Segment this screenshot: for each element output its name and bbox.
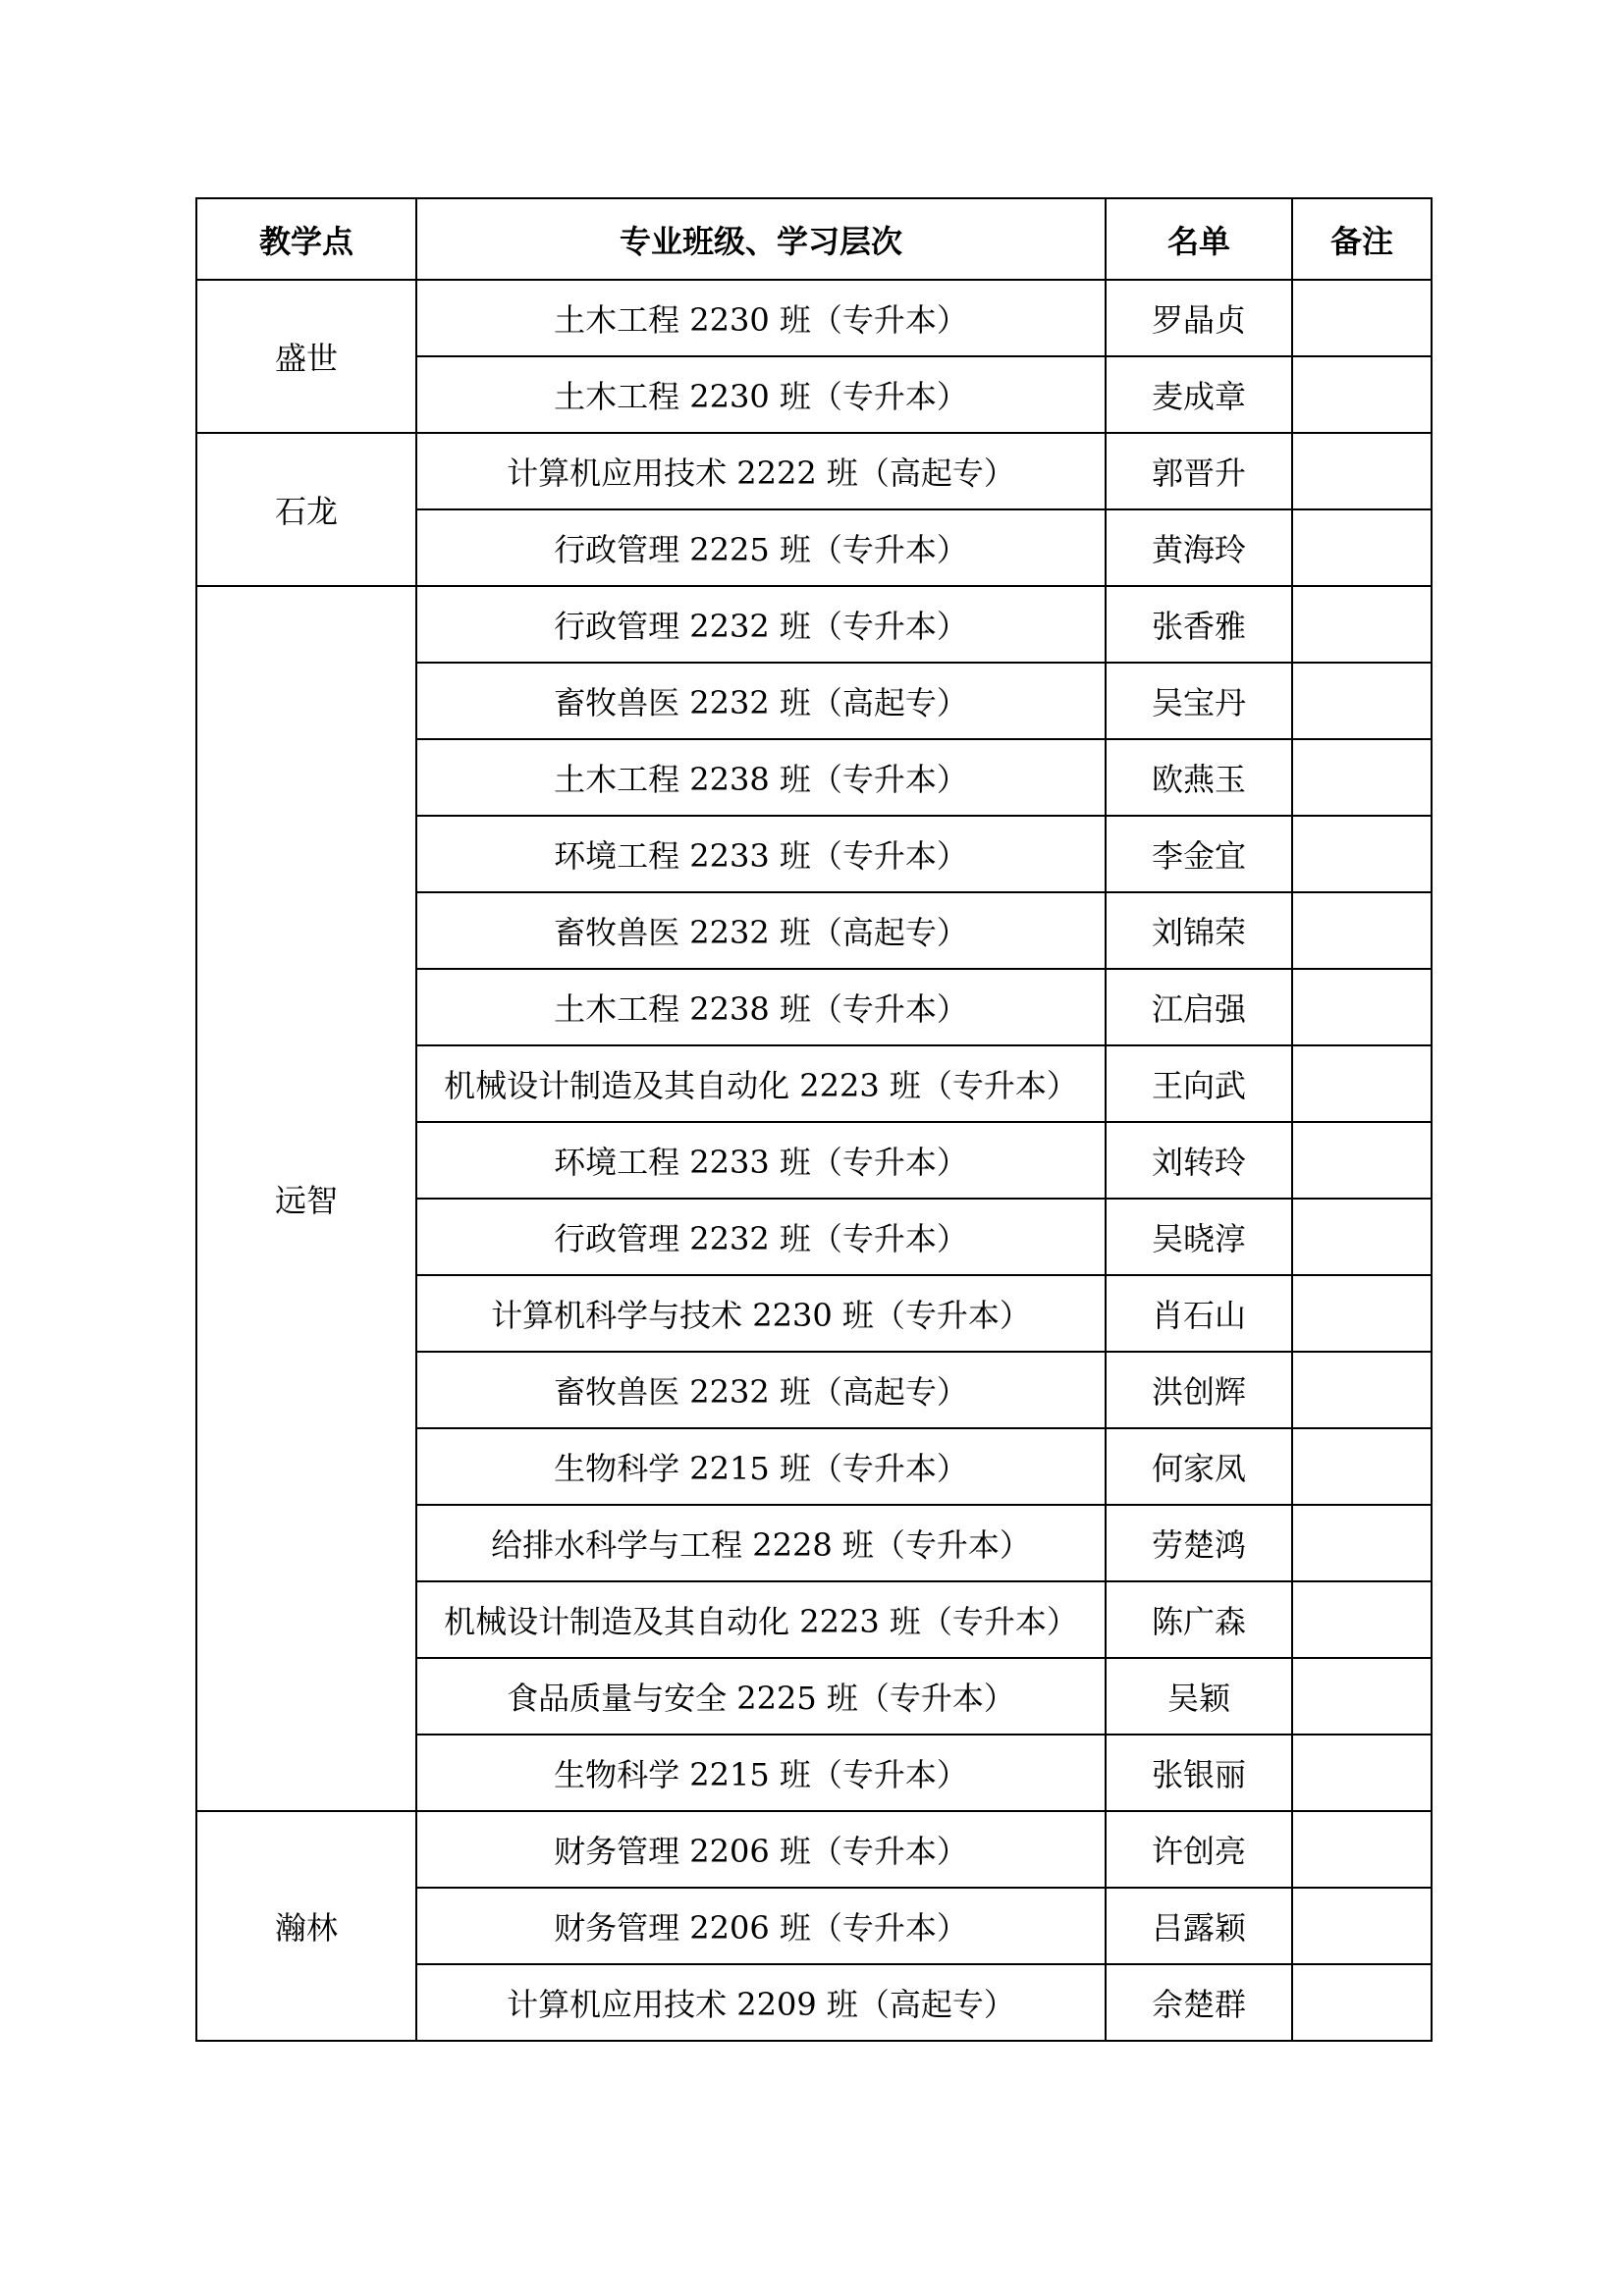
student-name-cell: 郭晋升 — [1106, 433, 1292, 509]
student-name-cell: 吕露颖 — [1106, 1888, 1292, 1964]
table-header — [196, 198, 1432, 280]
class-level-cell: 环境工程 2233 班（专升本） — [416, 816, 1106, 892]
class-level-cell: 行政管理 2225 班（专升本） — [416, 509, 1106, 586]
student-name-cell: 肖石山 — [1106, 1275, 1292, 1352]
class-level-cell: 计算机科学与技术 2230 班（专升本） — [416, 1275, 1106, 1352]
class-level-cell: 畜牧兽医 2232 班（高起专） — [416, 1352, 1106, 1428]
class-level-cell: 土木工程 2238 班（专升本） — [416, 969, 1106, 1045]
student-name-cell: 麦成章 — [1106, 356, 1292, 433]
class-level-cell: 计算机应用技术 2209 班（高起专） — [416, 1964, 1106, 2041]
table-body — [196, 280, 1432, 2041]
class-level-cell: 机械设计制造及其自动化 2223 班（专升本） — [416, 1581, 1106, 1658]
remark-cell — [1292, 1581, 1432, 1658]
teaching-point-cell: 远智 — [196, 586, 416, 1811]
remark-cell — [1292, 1199, 1432, 1275]
student-name-cell: 劳楚鸿 — [1106, 1505, 1292, 1581]
class-level-cell: 财务管理 2206 班（专升本） — [416, 1811, 1106, 1888]
remark-cell — [1292, 1352, 1432, 1428]
remark-cell — [1292, 586, 1432, 663]
remark-cell — [1292, 663, 1432, 739]
table-row — [196, 433, 1432, 509]
student-name-cell: 洪创辉 — [1106, 1352, 1292, 1428]
table-row — [196, 586, 1432, 663]
header-name: 名单 — [1106, 198, 1292, 280]
header-teaching-point: 教学点 — [196, 198, 416, 280]
remark-cell — [1292, 1964, 1432, 2041]
remark-cell — [1292, 892, 1432, 969]
student-name-cell: 许创亮 — [1106, 1811, 1292, 1888]
class-level-cell: 行政管理 2232 班（专升本） — [416, 1199, 1106, 1275]
remark-cell — [1292, 1275, 1432, 1352]
class-level-cell: 土木工程 2238 班（专升本） — [416, 739, 1106, 816]
remark-cell — [1292, 969, 1432, 1045]
class-level-cell: 食品质量与安全 2225 班（专升本） — [416, 1658, 1106, 1735]
student-name-cell: 佘楚群 — [1106, 1964, 1292, 2041]
remark-cell — [1292, 1122, 1432, 1199]
student-name-cell: 吴晓淳 — [1106, 1199, 1292, 1275]
table-row — [196, 280, 1432, 356]
class-level-cell: 机械设计制造及其自动化 2223 班（专升本） — [416, 1045, 1106, 1122]
teaching-point-cell: 盛世 — [196, 280, 416, 433]
remark-cell — [1292, 1888, 1432, 1964]
remark-cell — [1292, 509, 1432, 586]
class-level-cell: 财务管理 2206 班（专升本） — [416, 1888, 1106, 1964]
remark-cell — [1292, 1811, 1432, 1888]
remark-cell — [1292, 433, 1432, 509]
remark-cell — [1292, 356, 1432, 433]
student-name-cell: 王向武 — [1106, 1045, 1292, 1122]
teaching-point-cell: 瀚林 — [196, 1811, 416, 2041]
class-level-cell: 环境工程 2233 班（专升本） — [416, 1122, 1106, 1199]
class-level-cell: 畜牧兽医 2232 班（高起专） — [416, 663, 1106, 739]
remark-cell — [1292, 1735, 1432, 1811]
header-row — [196, 198, 1432, 280]
class-level-cell: 土木工程 2230 班（专升本） — [416, 356, 1106, 433]
header-remark: 备注 — [1292, 198, 1432, 280]
student-name-cell: 罗晶贞 — [1106, 280, 1292, 356]
student-name-cell: 张香雅 — [1106, 586, 1292, 663]
class-level-cell: 行政管理 2232 班（专升本） — [416, 586, 1106, 663]
remark-cell — [1292, 1428, 1432, 1505]
student-name-cell: 李金宜 — [1106, 816, 1292, 892]
student-name-cell: 黄海玲 — [1106, 509, 1292, 586]
class-level-cell: 计算机应用技术 2222 班（高起专） — [416, 433, 1106, 509]
class-level-cell: 给排水科学与工程 2228 班（专升本） — [416, 1505, 1106, 1581]
student-name-cell: 张银丽 — [1106, 1735, 1292, 1811]
student-name-cell: 江启强 — [1106, 969, 1292, 1045]
class-level-cell: 生物科学 2215 班（专升本） — [416, 1735, 1106, 1811]
roster-table — [195, 197, 1433, 2042]
class-level-cell: 土木工程 2230 班（专升本） — [416, 280, 1106, 356]
student-name-cell: 刘锦荣 — [1106, 892, 1292, 969]
student-name-cell: 吴宝丹 — [1106, 663, 1292, 739]
student-name-cell: 刘转玲 — [1106, 1122, 1292, 1199]
remark-cell — [1292, 1658, 1432, 1735]
student-name-cell: 欧燕玉 — [1106, 739, 1292, 816]
remark-cell — [1292, 739, 1432, 816]
class-level-cell: 生物科学 2215 班（专升本） — [416, 1428, 1106, 1505]
remark-cell — [1292, 280, 1432, 356]
student-name-cell: 吴颖 — [1106, 1658, 1292, 1735]
teaching-point-cell: 石龙 — [196, 433, 416, 586]
remark-cell — [1292, 816, 1432, 892]
class-level-cell: 畜牧兽医 2232 班（高起专） — [416, 892, 1106, 969]
student-name-cell: 陈广森 — [1106, 1581, 1292, 1658]
remark-cell — [1292, 1505, 1432, 1581]
table-row — [196, 1811, 1432, 1888]
header-class-level: 专业班级、学习层次 — [416, 198, 1106, 280]
student-name-cell: 何家凤 — [1106, 1428, 1292, 1505]
remark-cell — [1292, 1045, 1432, 1122]
